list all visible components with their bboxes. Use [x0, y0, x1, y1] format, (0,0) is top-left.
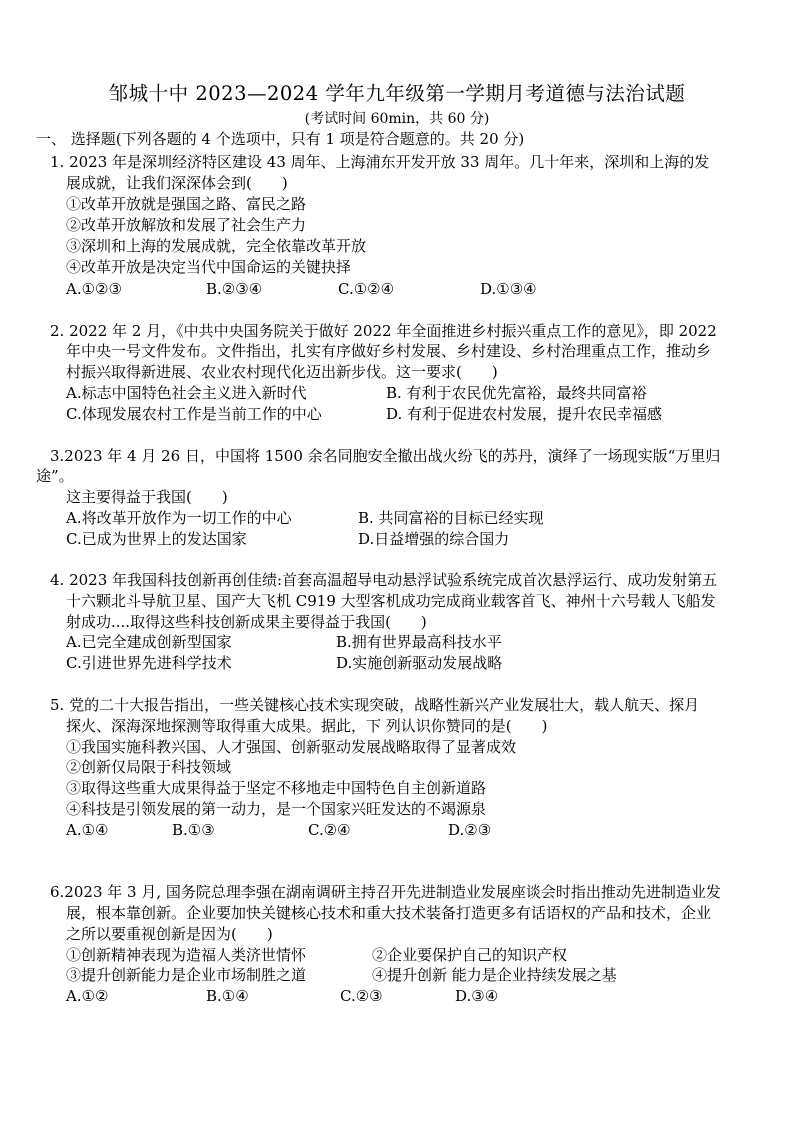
q3-option-c: C.已成为世界上的发达国家	[66, 530, 247, 548]
q1-option-d: D.①③④	[480, 280, 537, 298]
q1-option-a: A.①②③	[66, 280, 122, 298]
q4-option-b: B.拥有世界最高科技水平	[336, 633, 502, 651]
q4-option-a: A.已完全建成创新型国家	[66, 633, 232, 651]
q2-option-d: D. 有利于促进农村发展，提升农民幸福感	[386, 405, 663, 423]
q6-option-b: B.①④	[206, 987, 249, 1005]
q6-option-d: D.③④	[455, 987, 499, 1005]
q6-statement-2: ②企业要保护自己的知识产权	[372, 946, 568, 964]
q4-option-d: D.实施创新驱动发展战略	[336, 654, 503, 672]
q4-stem-line2: 十六颗北斗导航卫星、国产大飞机 C919 大型客机成功完成商业载客首飞、神州十六号载人飞船发	[66, 592, 716, 610]
q5-statement-1: ①我国实施科教兴国、人才强国、创新驱动发展战略取得了显著成效	[66, 738, 517, 756]
q6-option-c: C.②③	[340, 987, 383, 1005]
q5-statement-4: ④科技是引领发展的第一动力，是一个国家兴旺发达的不竭源泉	[66, 800, 487, 818]
q5-option-c: C.②④	[308, 821, 351, 839]
q2-stem-line1: 2. 2022 年 2 月，《中共中央国务院关于做好 2022 年全面推进乡村振兴重点工作的意见》，即 2022	[50, 322, 717, 340]
q3-stem-line2: 途”。	[36, 467, 74, 485]
q1-stem-line1: 1. 2023 年是深圳经济特区建设 43 周年、上海浦东开发开放 33 周年。几十年来，深圳和上海的发	[50, 153, 710, 171]
q3-stem-line1: 3.2023 年 4 月 26 日，中国将 1500 余名同胞安全撤出战火纷飞的苏丹，演绎了一场现实版“万里归	[50, 447, 721, 465]
exam-title: 邹城十中 2023—2024 学年九年级第一学期月考道德与法治试题	[108, 82, 686, 105]
q6-stem-line2: 展，根本靠创新。企业要加快关键核心技术和重大技术装备打造更多有话语权的产品和技术，企业	[66, 904, 712, 922]
section-heading: 一、 选择题(下列各题的 4 个选项中，只有 1 项是符合题意的。共 20 分)	[36, 130, 525, 148]
q5-statement-2: ②创新仅局限于科技领域	[66, 758, 232, 776]
q2-option-c: C.体现发展农村工作是当前工作的中心	[66, 405, 322, 423]
q2-stem-line2: 年中央一号文件发布。文件指出，扎实有序做好乡村发展、乡村建设、乡村治理重点工作，推动乡	[66, 342, 712, 360]
q4-stem-line3: 射成功....取得这些科技创新成果主要得益于我国( )	[66, 613, 427, 631]
q5-stem-line1: 5. 党的二十大报告指出，一些关键核心技术实现突破，战略性新兴产业发展壮大，载人航天、探月	[50, 696, 700, 714]
q1-stem-line2: 展成就，让我们深深体会到( )	[66, 174, 288, 192]
q1-option-c: C.①②④	[338, 280, 395, 298]
q5-option-d: D.②③	[448, 821, 492, 839]
q1-statement-3: ③深圳和上海的发展成就，完全依靠改革开放	[66, 237, 367, 255]
q5-stem-line2: 探火、深海深地探测等取得重大成果。据此，下 列认识你赞同的是( )	[66, 717, 548, 735]
q1-statement-2: ②改革开放解放和发展了社会生产力	[66, 216, 307, 234]
q5-option-b: B.①③	[172, 821, 215, 839]
q3-option-a: A.将改革开放作为一切工作的中心	[66, 509, 292, 527]
q6-statement-3: ③提升创新能力是企业市场制胜之道	[66, 966, 307, 984]
q3-option-d: D.日益增强的综合国力	[358, 530, 510, 548]
q3-stem-line3: 这主要得益于我国( )	[66, 488, 228, 506]
q1-statement-4: ④改革开放是决定当代中国命运的关键抉择	[66, 258, 352, 276]
q4-option-c: C.引进世界先进科学技术	[66, 654, 232, 672]
exam-subtitle: (考试时间 60min，共 60 分)	[304, 111, 490, 127]
q6-stem-line3: 之所以要重视创新是因为( )	[66, 925, 273, 943]
q2-option-b: B. 有利于农民优先富裕，最终共同富裕	[386, 384, 647, 402]
q1-statement-1: ①改革开放就是强国之路、富民之路	[66, 195, 307, 213]
q2-stem-line3: 村振兴取得新进展、农业农村现代化迈出新步伐。这一要求( )	[66, 363, 498, 381]
q6-stem-line1: 6.2023 年 3 月, 国务院总理李强在湖南调研主持召开先进制造业发展座谈会时指出推动先进制造业发	[50, 883, 721, 901]
q4-stem-line1: 4. 2023 年我国科技创新再创佳绩:首套高温超导电动悬浮试验系统完成首次悬浮运行、成功发射第五	[50, 571, 718, 589]
q2-option-a: A.标志中国特色社会主义进入新时代	[66, 384, 307, 402]
q6-statement-1: ①创新精神表现为造福人类济世情怀	[66, 946, 307, 964]
q5-option-a: A.①④	[66, 821, 109, 839]
q6-option-a: A.①②	[66, 987, 109, 1005]
q1-option-b: B.②③④	[206, 280, 263, 298]
q6-statement-4: ④提升创新 能力是企业持续发展之基	[372, 966, 617, 984]
q5-statement-3: ③取得这些重大成果得益于坚定不移地走中国特色自主创新道路	[66, 779, 487, 797]
q3-option-b: B. 共同富裕的目标已经实现	[358, 509, 544, 527]
